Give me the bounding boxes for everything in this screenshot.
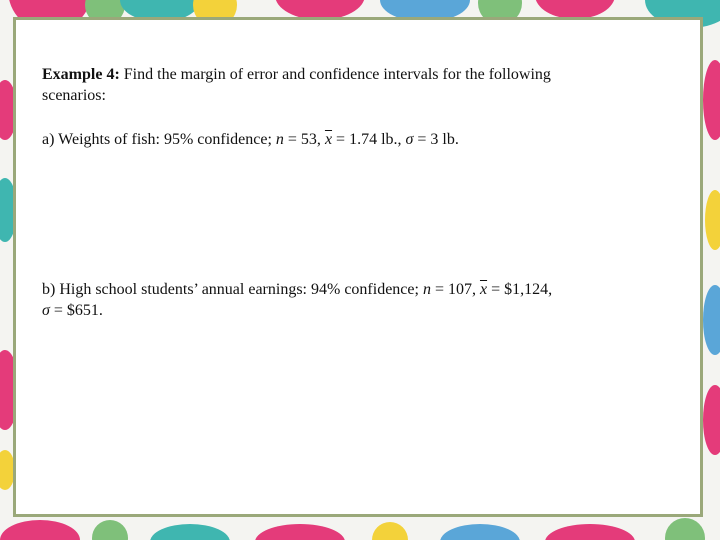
scenario-b-continued xyxy=(42,300,103,321)
example-heading xyxy=(42,64,551,85)
scenario-b-n-symbol: n xyxy=(422,281,431,298)
scenario-a-xbar-symbol: $\overline{x}$ xyxy=(324,131,333,148)
example-label: Example 4: xyxy=(42,66,120,83)
scenario-b-n-value: = 107, xyxy=(430,281,480,298)
watermelon-slice-icon xyxy=(545,524,635,540)
scenario-a-prefix: a) Weights of fish: 95% confidence; xyxy=(42,131,276,148)
example-instruction-continued: scenarios: xyxy=(42,87,106,104)
worksheet-card xyxy=(13,17,703,517)
pineapple-icon xyxy=(150,524,230,540)
lime-icon xyxy=(92,520,128,540)
lime-icon xyxy=(665,518,705,540)
example-instruction: Find the margin of error and confidence intervals for the following xyxy=(123,66,551,83)
scenario-a-n-symbol: n xyxy=(275,131,284,148)
scenario-a-xbar-value: = 1.74 lb., xyxy=(332,131,406,148)
scenario-b-prefix: b) High school students’ annual earnings: 94% confidence; xyxy=(42,281,423,298)
lemon-icon xyxy=(705,190,720,250)
watermelon-slice-icon xyxy=(703,385,720,455)
scenario-b-sigma-value: = $651. xyxy=(49,302,103,319)
scenario-a-sigma-value: = 3 lb. xyxy=(413,131,459,148)
scenario-b-xbar-value: = $1,124, xyxy=(487,281,553,298)
watermelon-slice-icon xyxy=(703,60,720,140)
scenario-b xyxy=(42,279,552,300)
scenario-b-xbar-symbol: $\overline{x}$ xyxy=(479,281,488,298)
scenario-a-sigma-symbol: σ xyxy=(405,131,414,148)
watermelon-slice-icon xyxy=(255,524,345,540)
pineapple-icon xyxy=(703,285,720,355)
scenario-a xyxy=(42,129,459,150)
lemon-icon xyxy=(372,522,408,540)
scenario-b-sigma-symbol: σ xyxy=(42,302,50,319)
scenario-a-n-value: = 53, xyxy=(283,131,325,148)
pineapple-icon xyxy=(440,524,520,540)
watermelon-slice-icon xyxy=(0,520,80,540)
